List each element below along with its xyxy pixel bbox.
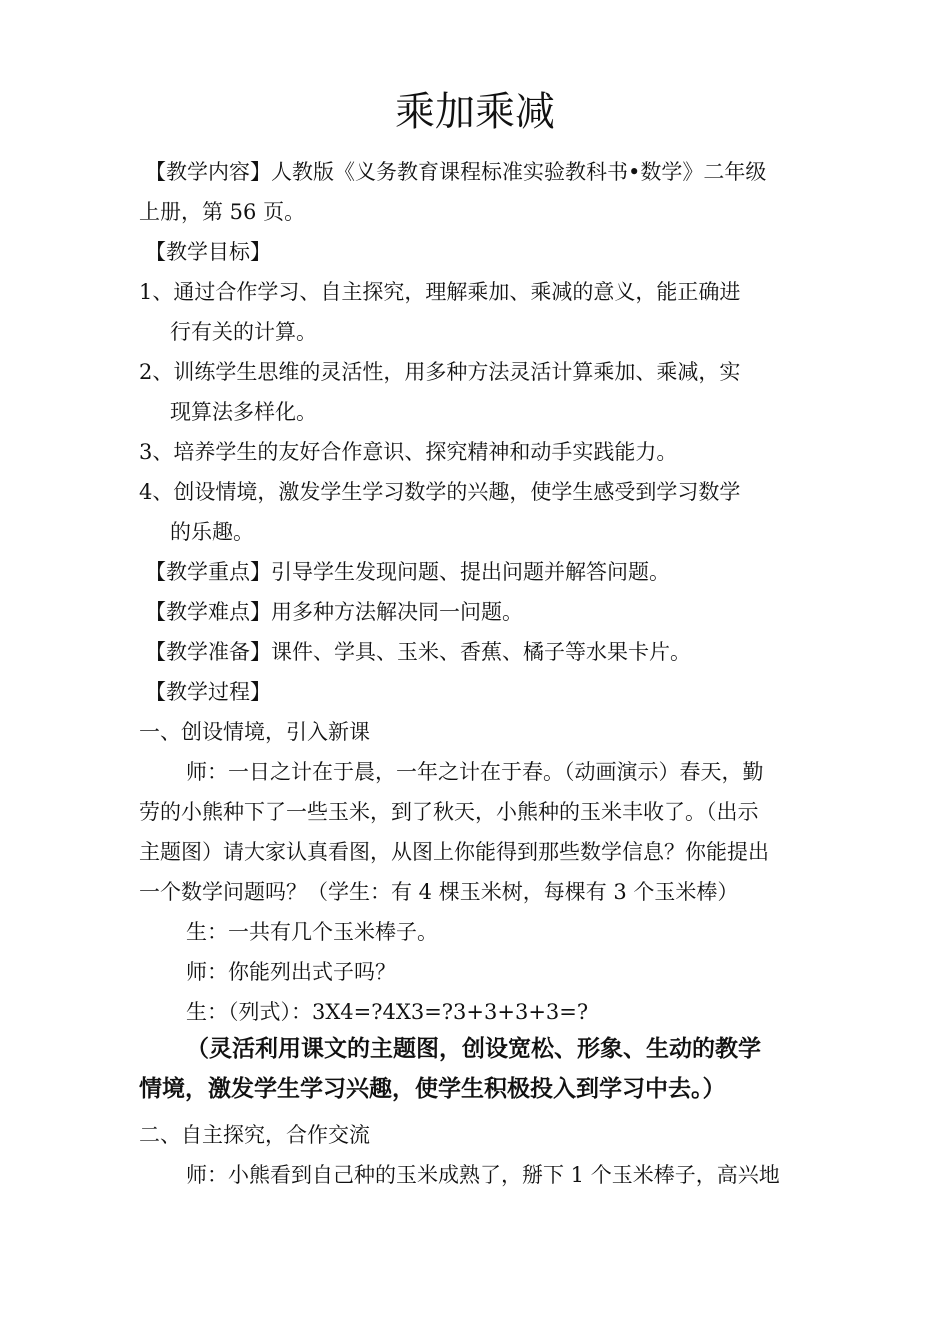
teacher-line-5: 师：小熊看到自己种的玉米成熟了，掰下 1 个玉米棒子，高兴地 [186,1163,780,1187]
teacher-line-3: 主题图）请大家认真看图，从图上你能得到那些数学信息？你能提出 [139,840,769,864]
teacher-line-2: 劳的小熊种下了一些玉米，到了秋天，小熊种的玉米丰收了。（出示 [139,800,759,824]
goal-2-line-1: 2、训练学生思维的灵活性，用多种方法灵活计算乘加、乘减，实 [139,360,741,384]
goal-1-line-2: 行有关的计算。 [170,320,317,344]
process-heading: 【教学过程】 [145,680,271,704]
goal-3: 3、培养学生的友好合作意识、探究精神和动手实践能力。 [139,440,678,464]
difficulty: 【教学难点】用多种方法解决同一问题。 [145,600,523,624]
preparation: 【教学准备】课件、学具、玉米、香蕉、橘子等水果卡片。 [145,640,691,664]
teacher-line-1: 师：一日之计在于晨，一年之计在于春。（动画演示）春天，勤 [186,760,764,784]
goals-heading: 【教学目标】 [145,240,271,264]
teacher-line-4: 一个数学问题吗？（学生：有 4 棵玉米树，每棵有 3 个玉米棒） [139,880,739,904]
goal-2-line-2: 现算法多样化。 [170,400,317,424]
design-note-line-1: （灵活利用课文的主题图，创设宽松、形象、生动的教学 [186,1036,761,1062]
section-2-heading: 二、自主探究，合作交流 [139,1123,370,1147]
section-1-heading: 一、创设情境，引入新课 [139,720,370,744]
key-point: 【教学重点】引导学生发现问题、提出问题并解答问题。 [145,560,670,584]
goal-4-line-1: 4、创设情境，激发学生学习数学的兴趣，使学生感受到学习数学 [139,480,741,504]
document-title: 乘加乘减 [395,89,555,135]
design-note-line-2: 情境，激发学生学习兴趣，使学生积极投入到学习中去。） [139,1076,726,1102]
student-answer-1: 生：一共有几个玉米棒子。 [186,920,438,944]
student-answer-2: 生：（列式）：3X4=?4X3=?3+3+3+3=? [186,1000,589,1024]
teaching-content-line-2: 上册，第 56 页。 [139,200,306,224]
goal-1-line-1: 1、通过合作学习、自主探究，理解乘加、乘减的意义，能正确进 [139,280,741,304]
goal-4-line-2: 的乐趣。 [170,520,254,544]
teacher-question-2: 师：你能列出式子吗？ [186,960,396,984]
teaching-content-line-1: 【教学内容】人教版《义务教育课程标准实验教科书•数学》二年级 [145,160,767,184]
